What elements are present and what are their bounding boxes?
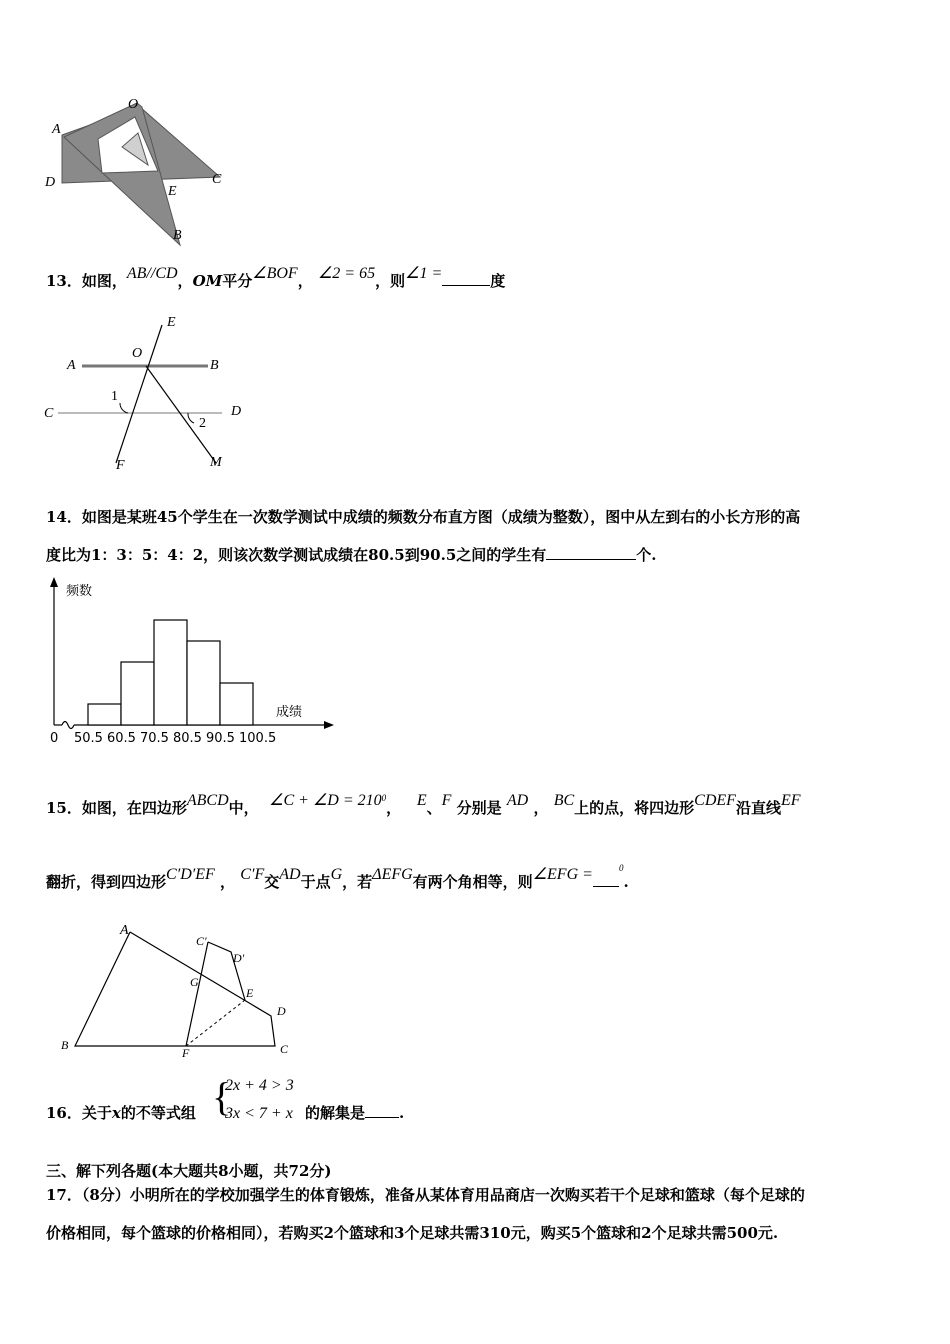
q15-label-d-prime: D' — [233, 951, 245, 965]
q13-answer-blank — [442, 271, 490, 286]
q13-label-o: O — [132, 346, 143, 361]
question-14-text: 14．如图是某班45个学生在一次数学测试中成绩的频数分布直方图（成绩为整数），图中从左到右的小长方形的高 度比为1：3：5：4：2，则该次数学测试成绩在80.5到90.5之间的学生有 个. — [46, 508, 801, 564]
q15-label-a: A — [120, 923, 129, 938]
q13-lines-figure — [40, 315, 260, 480]
q13-label-c: C — [44, 406, 54, 421]
inequality-2: 3x < 7 + x — [225, 1105, 293, 1122]
q13-label-a: A — [67, 358, 76, 373]
q15-label-c: C — [280, 1042, 289, 1056]
q15-label-b: B — [61, 1038, 69, 1052]
histogram-tick-label: 60.5 — [107, 731, 136, 746]
histogram-origin-label: 0 — [50, 731, 59, 746]
set-squares-figure — [40, 95, 240, 250]
question-15-line-2: 翻折，得到四边形C′D′EF ， C′F交AD于点G，若ΔEFG有两个角相等，则∠EFG = $^0$. — [46, 863, 629, 891]
histogram-x-label: 成绩 — [276, 705, 303, 720]
q15-label-d: D — [277, 1004, 286, 1018]
q13-label-f: F — [116, 458, 125, 473]
fig-top-label-a: A — [52, 122, 61, 137]
histogram-tick-label: 90.5 — [206, 731, 235, 746]
q13-label-b: B — [210, 358, 219, 373]
question-16-prefix: 16．关于x的不等式组 — [46, 1104, 196, 1122]
q14-answer-blank — [546, 545, 636, 560]
fig-top-label-b: B — [173, 228, 182, 243]
q15-answer-blank — [593, 872, 619, 887]
question-16-suffix: 的解集是 . — [305, 1104, 405, 1122]
histogram-tick-label: 70.5 — [140, 731, 169, 746]
question-13-text: 13．如图，AB//CD，OM平分∠BOF， ∠2 = 65，则∠1 = 度 — [46, 265, 506, 290]
q13-label-m: M — [210, 455, 222, 470]
histogram-bar — [154, 620, 187, 725]
q15-label-f: F — [182, 1046, 190, 1060]
histogram-bar — [121, 662, 154, 725]
fig-top-label-c: C — [212, 172, 222, 187]
fig-top-label-e: E — [168, 184, 177, 199]
histogram-tick-label: 50.5 — [74, 731, 103, 746]
q13-label-d: D — [231, 404, 242, 419]
histogram-tick-label: 80.5 — [173, 731, 202, 746]
section-3-title: 三、解下列各题(本大题共8小题，共72分) — [46, 1162, 332, 1180]
q15-label-g: G — [190, 975, 199, 989]
fig-top-label-d: D — [45, 175, 56, 190]
q15-label-e: E — [246, 986, 254, 1000]
histogram-bar — [187, 641, 220, 725]
question-15-line-1: 15．如图，在四边形ABCD中， ∠C + ∠D = $210^0$， E、F 分别是 AD ， BC上的点，将四边形CDEF沿直线EF — [46, 792, 801, 817]
q13-label-1: 1 — [111, 389, 118, 404]
histogram-tick-label: 100.5 — [239, 731, 277, 746]
q16-answer-blank — [365, 1103, 399, 1118]
histogram-y-label: 频数 — [66, 584, 93, 599]
histogram-bar — [88, 704, 121, 725]
inequality-system-brace: { — [212, 1074, 232, 1119]
q15-quadrilateral-figure — [55, 920, 305, 1060]
q15-label-c-prime: C' — [196, 934, 207, 948]
frequency-histogram — [40, 575, 340, 750]
question-17-text: 17．（8分）小明所在的学校加强学生的体育锻炼，准备从某体育用品商店一次购买若干个足球和篮球（每个足球的 价格相同，每个篮球的价格相同），若购买2个篮球和3个足球共需310元，购买5个篮球和2个足球共需500元. — [46, 1186, 805, 1242]
fig-top-label-o: O — [128, 97, 139, 112]
inequality-1: 2x + 4 > 3 — [225, 1077, 294, 1094]
q13-label-2: 2 — [199, 416, 206, 431]
histogram-bar — [220, 683, 253, 725]
q13-label-e: E — [167, 315, 176, 330]
